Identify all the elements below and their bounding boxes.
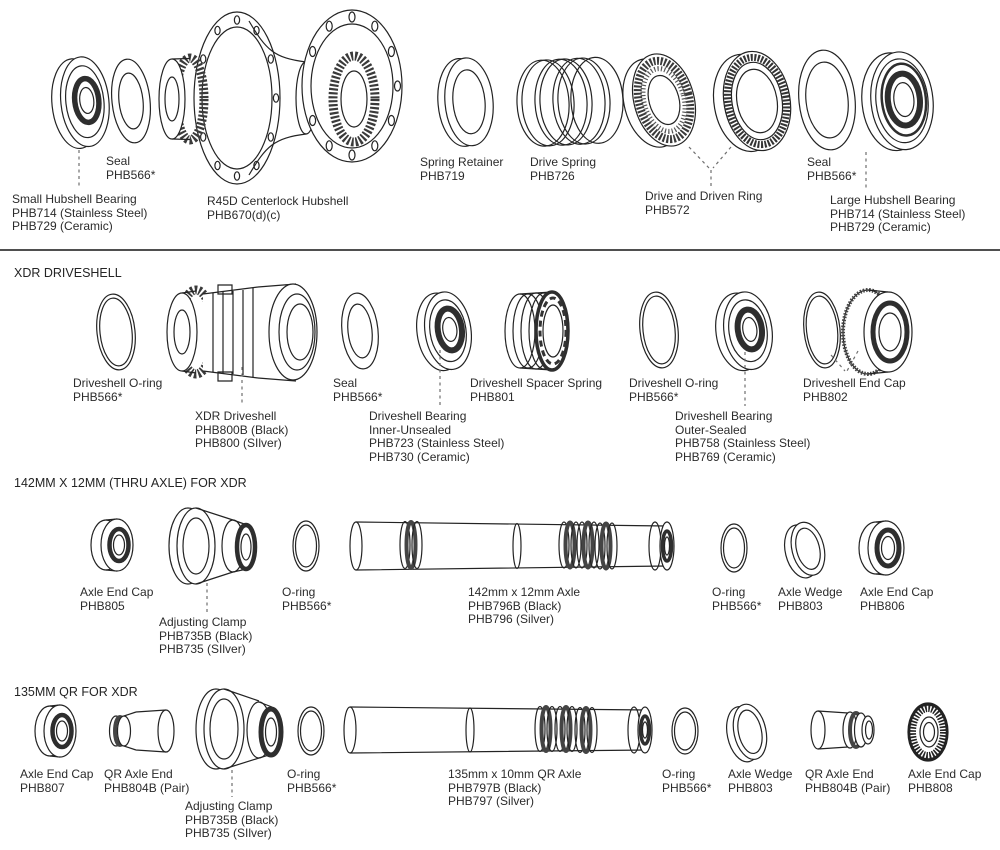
label-line: PHB800B (Black) [195, 422, 289, 437]
axle-end-cap-806-drawing [859, 521, 904, 575]
label-line: O-ring [287, 767, 321, 781]
label-adjusting-clamp-135 [185, 800, 278, 841]
adjusting-clamp-135-drawing [196, 689, 281, 769]
label-line: PHB804B (Pair) [805, 780, 891, 795]
label-driveshell-end-cap [803, 377, 906, 404]
label-line: PHB769 (Ceramic) [675, 449, 776, 464]
o-ring-135-left-drawing [298, 707, 324, 755]
label-line: PHB566* [629, 389, 679, 404]
label-line: PHB714 (Stainless Steel) [830, 206, 966, 221]
label-line: PHB796 (Silver) [468, 612, 555, 626]
label-line: PHB729 (Ceramic) [12, 219, 113, 233]
label-line: PHB723 (Stainless Steel) [369, 436, 505, 450]
drive-spring-drawing [515, 56, 625, 147]
drive-ring-drawing [613, 47, 705, 156]
driveshell-bearing-outer-drawing [711, 289, 777, 374]
label-o-ring-135-left [287, 768, 336, 795]
label-line: Spring Retainer [420, 155, 504, 169]
label-line: XDR Driveshell [195, 409, 277, 423]
label-line: O-ring [282, 585, 316, 599]
label-axle-end-cap-807 [20, 768, 93, 795]
label-line: PHB566* [106, 167, 156, 182]
label-line: 142mm x 12mm Axle [468, 585, 581, 599]
label-line: Small Hubshell Bearing [12, 192, 137, 206]
label-line: Axle Wedge [778, 585, 843, 599]
label-xdr-driveshell [195, 410, 288, 451]
adjusting-clamp-142-drawing [169, 508, 255, 584]
driveshell-bearing-inner-drawing [412, 289, 476, 374]
label-axle-wedge-142 [778, 586, 842, 613]
label-line: Driveshell Bearing [369, 409, 467, 423]
o-ring-135-right-drawing [672, 708, 698, 754]
label-line: Seal [106, 154, 131, 168]
small-hubshell-bearing-drawing [47, 54, 113, 150]
label-drive-spring [530, 156, 596, 183]
label-line: PHB729 (Ceramic) [830, 220, 931, 234]
o-ring-142-right-drawing [721, 524, 747, 572]
label-line: Axle Wedge [728, 767, 793, 781]
label-line: Driveshell Spacer Spring [470, 376, 603, 390]
label-line: PHB566* [73, 389, 123, 404]
label-line: PHB797 (Silver) [448, 794, 535, 808]
label-line: PHB566* [282, 598, 332, 613]
label-o-ring-142-right [712, 586, 761, 613]
label-line: PHB730 (Ceramic) [369, 449, 470, 464]
axle-wedge-142-drawing [779, 519, 830, 582]
axle-end-cap-808-drawing [908, 703, 948, 761]
qr-axle-end-right-drawing [811, 711, 874, 749]
label-seal-left [106, 155, 155, 182]
qr-axle-135-drawing [344, 707, 652, 754]
label-line: PHB808 [908, 780, 953, 795]
label-line: Driveshell Bearing [675, 409, 773, 423]
label-driveshell-o-ring-right [629, 377, 718, 404]
label-qr-axle-end-left [104, 768, 189, 795]
label-line: 135mm x 10mm QR Axle [448, 767, 582, 781]
label-line: Seal [807, 155, 832, 169]
axle-end-cap-807-drawing [35, 705, 76, 757]
label-line: PHB802 [803, 389, 848, 404]
label-line: PHB806 [860, 598, 905, 613]
label-line: PHB670(d)(c) [207, 207, 281, 222]
section-header-xdr-driveshell: XDR DRIVESHELL [14, 266, 122, 280]
label-line: Outer-Sealed [675, 422, 747, 437]
qr-axle-end-left-drawing [110, 710, 175, 752]
o-ring-142-left-drawing [293, 521, 319, 571]
label-driveshell-bearing-outer [675, 410, 810, 464]
label-line: Inner-Unsealed [369, 422, 452, 437]
label-line: Seal [333, 376, 358, 390]
label-line: R45D Centerlock Hubshell [207, 194, 349, 208]
section-header-thru-axle: 142MM X 12MM (THRU AXLE) FOR XDR [14, 476, 247, 490]
label-line: Large Hubshell Bearing [830, 193, 956, 207]
label-line: Axle End Cap [908, 767, 982, 781]
label-axle-end-cap-808 [908, 768, 981, 795]
label-line: Axle End Cap [20, 767, 94, 781]
label-line: PHB566* [712, 598, 762, 613]
label-line: PHB714 (Stainless Steel) [12, 205, 148, 220]
large-hubshell-bearing-drawing [857, 49, 938, 154]
leader-drive-driven-ring [689, 147, 731, 186]
seal-right-drawing [794, 47, 860, 152]
label-line: PHB719 [420, 168, 465, 183]
label-line: PHB566* [287, 780, 337, 795]
label-line: PHB735 (SIlver) [159, 642, 246, 656]
driveshell-o-ring-left-drawing [93, 292, 139, 372]
label-line: Drive Spring [530, 155, 597, 169]
label-line: Axle End Cap [860, 585, 934, 599]
label-line: QR Axle End [805, 767, 874, 781]
label-line: PHB797B (Black) [448, 780, 542, 795]
label-line: PHB572 [645, 202, 690, 217]
label-line: PHB735B (Black) [185, 812, 279, 827]
label-line: PHB566* [333, 389, 383, 404]
label-line: O-ring [712, 585, 746, 599]
section-divider [0, 249, 1000, 251]
xdr-driveshell-drawing [167, 284, 317, 381]
label-adjusting-clamp-142 [159, 616, 252, 657]
label-drive-and-driven-ring [645, 190, 762, 217]
label-line: Driveshell End Cap [803, 376, 906, 390]
label-large-hubshell-bearing [830, 194, 965, 235]
driveshell-end-cap-drawing [843, 290, 912, 374]
section-header-qr-135: 135MM QR FOR XDR [14, 685, 138, 699]
label-line: Adjusting Clamp [159, 615, 247, 629]
label-line: PHB758 (Stainless Steel) [675, 436, 811, 450]
label-line: PHB807 [20, 780, 65, 795]
driveshell-o-ring-right-drawing [636, 290, 682, 370]
label-line: PHB566* [807, 168, 857, 183]
label-line: PHB804B (Pair) [104, 780, 190, 795]
label-line: PHB796B (Black) [468, 598, 562, 613]
label-hubshell [207, 195, 348, 222]
label-line: QR Axle End [104, 767, 173, 781]
spring-retainer-drawing [434, 56, 496, 148]
label-line: PHB803 [728, 780, 773, 795]
label-line: Adjusting Clamp [185, 799, 273, 813]
label-line: PHB800 (SIlver) [195, 436, 282, 450]
axle-wedge-135-drawing [722, 701, 772, 765]
label-line: Drive and Driven Ring [645, 189, 763, 203]
label-axle-end-cap-806 [860, 586, 933, 613]
label-line: PHB735 (SIlver) [185, 826, 272, 840]
label-line: PHB801 [470, 389, 515, 404]
label-line: PHB566* [662, 780, 712, 795]
axle-142-drawing [350, 522, 674, 571]
end-cap-o-ring-drawing [800, 290, 844, 369]
label-line: Axle End Cap [80, 585, 154, 599]
label-driveshell-spacer-spring [470, 377, 602, 404]
label-line: PHB726 [530, 168, 575, 183]
label-qr-axle-end-right [805, 768, 890, 795]
label-small-hubshell-bearing [12, 193, 147, 234]
label-line: PHB803 [778, 598, 823, 613]
label-driveshell-bearing-inner [369, 410, 504, 464]
label-line: PHB805 [80, 598, 125, 613]
label-o-ring-142-left [282, 586, 331, 613]
label-axle-142 [468, 586, 580, 627]
label-driveshell-o-ring-left [73, 377, 162, 404]
hubshell-drawing [159, 10, 402, 184]
label-axle-wedge-135 [728, 768, 792, 795]
label-spring-retainer [420, 156, 503, 183]
axle-end-cap-805-drawing [91, 519, 133, 571]
label-line: O-ring [662, 767, 696, 781]
label-o-ring-135-right [662, 768, 711, 795]
label-qr-axle-135 [448, 768, 581, 809]
label-seal-driveshell [333, 377, 382, 404]
label-line: Driveshell O-ring [73, 376, 163, 390]
label-line: Driveshell O-ring [629, 376, 719, 390]
label-line: PHB735B (Black) [159, 628, 253, 643]
driven-ring-drawing [706, 46, 798, 158]
driveshell-spacer-spring-drawing [505, 292, 568, 370]
seal-driveshell-drawing [338, 291, 382, 370]
label-axle-end-cap-805 [80, 586, 153, 613]
seal-left-drawing [108, 57, 155, 145]
label-seal-right [807, 156, 856, 183]
